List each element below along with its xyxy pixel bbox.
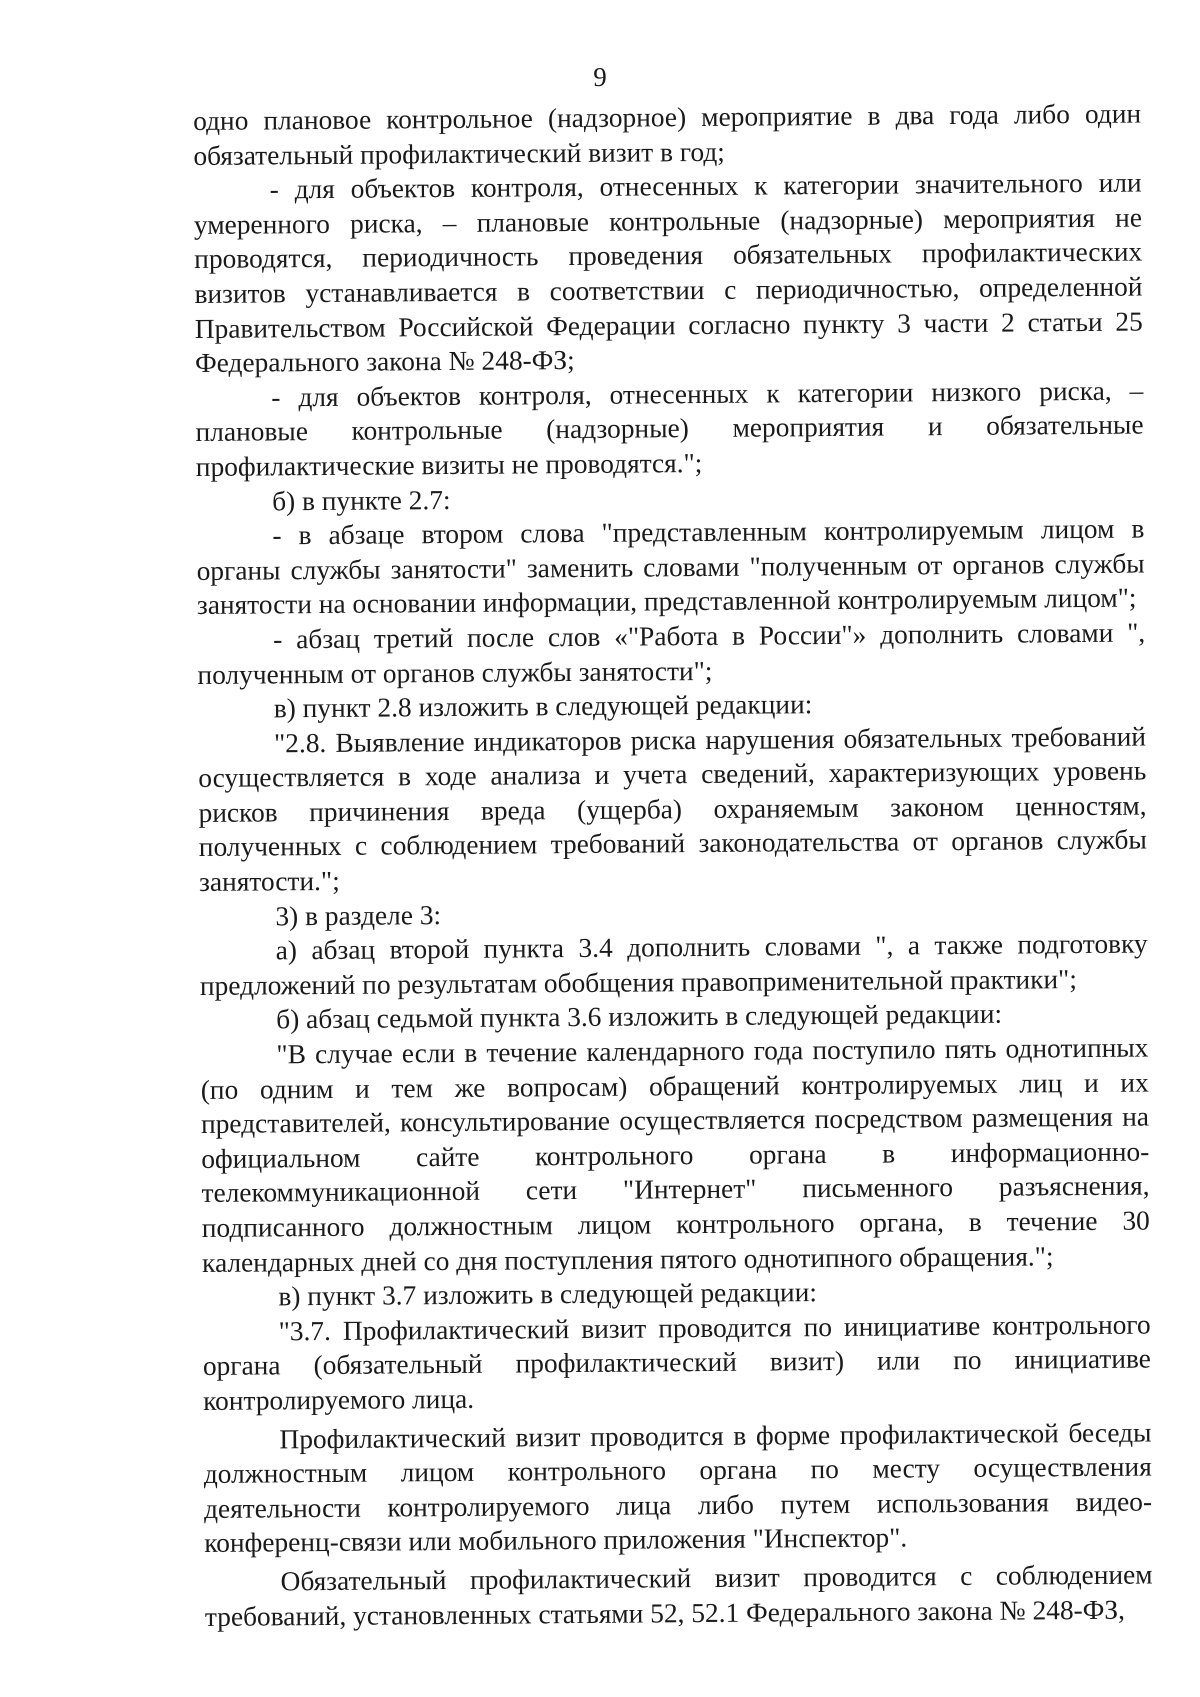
paragraph: "2.8. Выявление индикаторов риска нарушения обязательных требований осуществляется в ходе анализа и учета сведений, характеризующих уровень рисков причинения вреда (ущерба) охраняемым законом ценностям, полученных с соблюдением требований законодательства от органов службы занятости."; xyxy=(198,721,1147,898)
paragraph: в) пункт 2.8 изложить в следующей редакции: xyxy=(273,689,813,724)
paragraph: 3) в разделе 3: xyxy=(275,899,442,932)
paragraph: б) абзац седьмой пункта 3.6 изложить в следующей редакции: xyxy=(276,999,1003,1035)
page-number: 9 xyxy=(593,62,607,92)
paragraph: - для объектов контроля, отнесенных к категории значительного или умеренного риска, – плановые контрольные (надзорные) мероприятия не проводятся, периодичность проведения обязательных профилактических визитов устанавливается в соответствии с периодичностью, определенной Правительством Российской Федерации согласно пункту 3 части 2 статьи 25 Федерального закона № 248-ФЗ; xyxy=(193,167,1143,379)
document-body xyxy=(193,97,1153,1635)
paragraph: - абзац третий после слов «"Работа в России"» дополнить словами ", полученным от органов службы занятости"; xyxy=(197,617,1146,690)
paragraph: а) абзац второй пункта 3.4 дополнить словами ", а также подготовку предложений по результатам обобщения правоприменительной практики"; xyxy=(199,928,1148,1001)
paragraph: Обязательный профилактический визит проводится с соблюдением требований, установленных статьями 52, 52.1 Федерального закона № 248-ФЗ, xyxy=(204,1559,1153,1632)
paragraph: - для объектов контроля, отнесенных к категории низкого риска, – плановые контрольные (надзорные) мероприятия и обязательные профилактические визиты не проводятся."; xyxy=(195,375,1144,482)
paragraph: - в абзаце втором слова "представленным контролируемым лицом в органы службы занятости" заменить словами "полученным от органов службы занятости на основании информации, представленной контролируемым лицом"; xyxy=(196,513,1145,621)
paragraph: "В случае если в течение календарного года поступило пять однотипных (по одним и тем же вопросам) обращений контролируемых лиц и их представителей, консультирование осуществляется посредством размещения на официальном сайте контрольного органа в информационно-телекоммуникационной сети "Интернет" письменного разъяснения, подписанного должностным лицом контрольного органа, в течение 30 календарных дней со дня поступления пятого однотипного обращения."; xyxy=(200,1032,1150,1278)
paragraph: одно плановое контрольное (надзорное) мероприятие в два года либо один обязательный профилактический визит в год; xyxy=(193,98,1142,171)
paragraph: Профилактический визит проводится в форме профилактической беседы должностным лицом контрольного органа по месту осуществления деятельности контролируемого лица либо путем использования видео-конференц-связи или мобильного приложения "Инспектор". xyxy=(203,1417,1153,1559)
paragraph: б) в пункте 2.7: xyxy=(272,484,451,516)
paragraph: в) пункт 3.7 изложить в следующей редакции: xyxy=(278,1277,818,1312)
paragraph: "3.7. Профилактический визит проводится по инициативе контрольного органа (обязательный профилактический визит) или по инициативе контролируемого лица. xyxy=(202,1309,1152,1416)
